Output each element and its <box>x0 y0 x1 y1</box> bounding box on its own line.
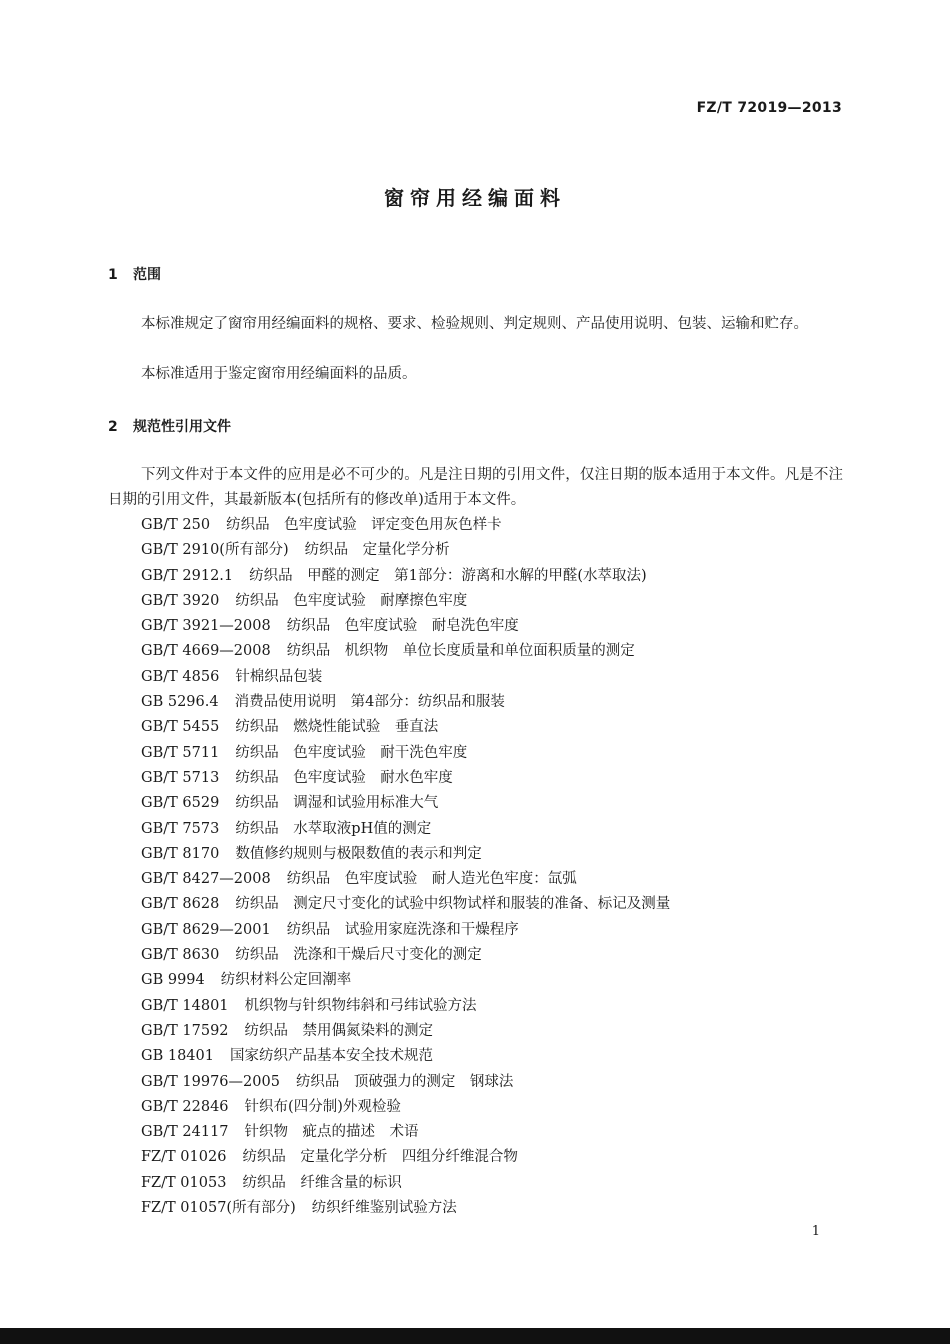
references-intro-paragraph: 下列文件对于本文件的应用是必不可少的。凡是注日期的引用文件，仅注日期的版本适用于本文件。凡是不注日期的引用文件，其最新版本(包括所有的修改单)适用于本文件。 <box>108 467 843 508</box>
reference-code: GB/T 17592 <box>141 1022 229 1039</box>
reference-title: 消费品使用说明 第4部分：纺织品和服装 <box>234 694 505 711</box>
reference-item <box>141 1095 670 1120</box>
reference-item <box>141 741 670 766</box>
reference-code: GB/T 2910(所有部分) <box>141 542 289 559</box>
reference-item <box>141 1019 670 1044</box>
reference-code: GB 5296.4 <box>141 694 219 711</box>
reference-item <box>141 1044 670 1069</box>
reference-code: GB/T 7573 <box>141 820 220 837</box>
reference-title: 纺织品 甲醛的测定 第1部分：游离和水解的甲醛(水萃取法) <box>249 567 647 584</box>
reference-item <box>141 614 670 639</box>
reference-title: 纺织品 洗涤和干燥后尺寸变化的测定 <box>235 947 482 964</box>
reference-item <box>141 1070 670 1095</box>
reference-title: 纺织品 测定尺寸变化的试验中织物试样和服装的准备、标记及测量 <box>235 896 671 913</box>
reference-code: GB/T 3920 <box>141 592 220 609</box>
reference-item <box>141 665 670 690</box>
reference-code: GB 9994 <box>141 972 205 989</box>
reference-title: 纺织品 色牢度试验 耐人造光色牢度：氙弧 <box>286 871 577 888</box>
reference-item <box>141 766 670 791</box>
reference-item <box>141 538 670 563</box>
reference-title: 纺织品 定量化学分析 四组分纤维混合物 <box>242 1149 518 1166</box>
reference-item <box>141 842 670 867</box>
reference-code: GB/T 22846 <box>141 1098 229 1115</box>
reference-code: GB/T 8427—2008 <box>141 871 271 888</box>
reference-code: GB/T 6529 <box>141 795 220 812</box>
reference-item <box>141 715 670 740</box>
reference-code: GB/T 8630 <box>141 947 220 964</box>
reference-item <box>141 867 670 892</box>
page-number: 1 <box>811 1224 820 1239</box>
reference-title: 纺织品 顶破强力的测定 钢球法 <box>295 1073 514 1090</box>
section-number: 2 <box>108 419 118 435</box>
reference-title: 纺织品 色牢度试验 耐皂洗色牢度 <box>286 618 519 635</box>
section-heading-normative-references <box>108 416 231 436</box>
reference-title: 针织布(四分制)外观检验 <box>244 1098 401 1115</box>
reference-code: GB/T 14801 <box>141 997 229 1014</box>
reference-title: 针织物 疵点的描述 术语 <box>244 1124 419 1141</box>
reference-item <box>141 892 670 917</box>
reference-item <box>141 817 670 842</box>
reference-code: GB/T 5711 <box>141 744 220 761</box>
section-heading-scope <box>108 264 161 284</box>
reference-title: 纺织材料公定回潮率 <box>220 972 352 989</box>
reference-item <box>141 564 670 589</box>
reference-title: 机织物与针织物纬斜和弓纬试验方法 <box>244 997 477 1014</box>
reference-code: GB/T 4669—2008 <box>141 643 271 660</box>
reference-item <box>141 943 670 968</box>
reference-item <box>141 513 670 538</box>
reference-code: FZ/T 01053 <box>141 1174 227 1191</box>
reference-code: GB/T 24117 <box>141 1124 229 1141</box>
scope-paragraph-2: 本标准适用于鉴定窗帘用经编面料的品质。 <box>141 366 417 382</box>
reference-code: GB/T 2912.1 <box>141 567 234 584</box>
reference-item <box>141 589 670 614</box>
reference-code: FZ/T 01026 <box>141 1149 227 1166</box>
reference-item <box>141 639 670 664</box>
reference-item <box>141 690 670 715</box>
reference-title: 纺织纤维鉴别试验方法 <box>311 1200 457 1217</box>
reference-code: GB 18401 <box>141 1048 214 1065</box>
reference-code: GB/T 4856 <box>141 668 220 685</box>
reference-item <box>141 918 670 943</box>
reference-item <box>141 791 670 816</box>
reference-title: 纺织品 色牢度试验 耐水色牢度 <box>235 769 453 786</box>
reference-item <box>141 1120 670 1145</box>
reference-item <box>141 1171 670 1196</box>
reference-item <box>141 994 670 1019</box>
reference-item <box>141 968 670 993</box>
reference-title: 纺织品 禁用偶氮染料的测定 <box>244 1022 434 1039</box>
reference-title: 纺织品 燃烧性能试验 垂直法 <box>235 719 439 736</box>
reference-item <box>141 1196 670 1221</box>
reference-title: 纺织品 水萃取液pH值的测定 <box>235 820 432 837</box>
reference-code: FZ/T 01057(所有部分) <box>141 1200 296 1217</box>
reference-title: 数值修约规则与极限数值的表示和判定 <box>235 845 482 862</box>
reference-code: GB/T 3921—2008 <box>141 618 271 635</box>
reference-title: 纺织品 色牢度试验 评定变色用灰色样卡 <box>226 517 502 533</box>
section-title: 规范性引用文件 <box>133 419 231 435</box>
reference-title: 国家纺织产品基本安全技术规范 <box>229 1048 433 1065</box>
reference-title: 纺织品 试验用家庭洗涤和干燥程序 <box>286 921 519 938</box>
section-number: 1 <box>108 267 118 283</box>
reference-title: 纺织品 定量化学分析 <box>304 542 450 559</box>
reference-code: GB/T 5455 <box>141 719 220 736</box>
standard-code: FZ/T 72019—2013 <box>696 100 842 116</box>
reference-title: 纺织品 机织物 单位长度质量和单位面积质量的测定 <box>286 643 635 660</box>
scope-paragraph-1: 本标准规定了窗帘用经编面料的规格、要求、检验规则、判定规则、产品使用说明、包装、运输和贮存。 <box>141 316 808 332</box>
reference-code: GB/T 19976—2005 <box>141 1073 280 1090</box>
reference-title: 纺织品 调湿和试验用标准大气 <box>235 795 439 812</box>
reference-title: 纺织品 色牢度试验 耐干洗色牢度 <box>235 744 468 761</box>
reference-title: 纺织品 色牢度试验 耐摩擦色牢度 <box>235 592 468 609</box>
reference-code: GB/T 250 <box>141 517 211 533</box>
reference-code: GB/T 5713 <box>141 769 220 786</box>
reference-code: GB/T 8170 <box>141 845 220 862</box>
reference-code: GB/T 8628 <box>141 896 220 913</box>
document-title: 窗帘用经编面料 <box>384 186 566 210</box>
reference-item <box>141 1145 670 1170</box>
reference-title: 针棉织品包装 <box>235 668 323 685</box>
reference-list <box>141 513 670 1221</box>
reference-code: GB/T 8629—2001 <box>141 921 271 938</box>
section-title: 范围 <box>133 267 161 283</box>
reference-title: 纺织品 纤维含量的标识 <box>242 1174 402 1191</box>
page-bottom-edge <box>0 1328 950 1344</box>
